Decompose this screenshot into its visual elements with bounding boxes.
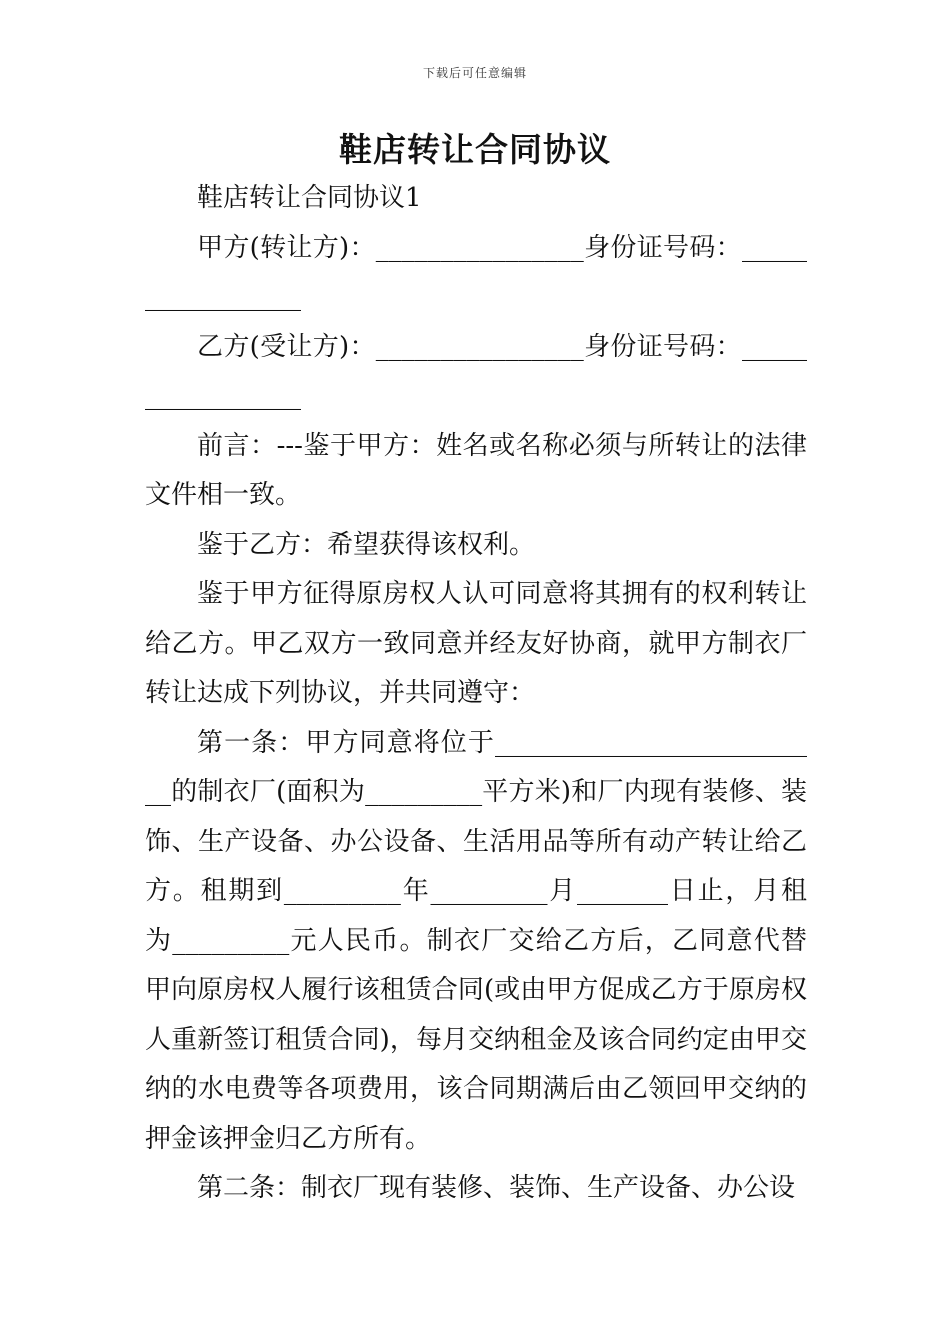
header-note: 下载后可任意编辑 (422, 66, 527, 80)
paragraph-party-a: 甲方(转让方)：________________身份证号码：_________________ (145, 232, 807, 312)
paragraph-article-1: 第一条：甲方同意将位于__________________________的制衣厂(面积为_________平方米)和厂内现有装修、装饰、生产设备、办公设备、生活用品等所有动产转让给乙方。租期到_________年_________月_______日止，月租为_________元人民币。制衣厂交给乙方后，乙同意代替甲向原房权人履行该租赁合同(或由甲方促成乙方于原房权人重新签订租赁合同)，每月交纳租金及该合同约定由甲交纳的水电费等各项费用，该合同期满后由乙领回甲交纳的押金该押金归乙方所有。 (145, 727, 807, 1154)
paragraph-whereas-a: 鉴于甲方征得原房权人认可同意将其拥有的权利转让给乙方。甲乙双方一致同意并经友好协商，就甲方制衣厂转让达成下列协议，并共同遵守： (145, 579, 807, 708)
paragraph-subtitle: 鞋店转让合同协议1 (197, 183, 422, 213)
paragraph-party-b: 乙方(受让方)：________________身份证号码：_________________ (145, 331, 807, 411)
paragraph-preface: 前言：---鉴于甲方：姓名或名称必须与所转让的法律文件相一致。 (145, 430, 807, 510)
paragraph-article-2: 第二条：制衣厂现有装修、装饰、生产设备、办公设 (197, 1173, 796, 1203)
document-body (145, 174, 807, 1214)
document-title: 鞋店转让合同协议 (339, 130, 611, 169)
paragraph-whereas-b: 鉴于乙方：希望获得该权利。 (197, 529, 536, 560)
